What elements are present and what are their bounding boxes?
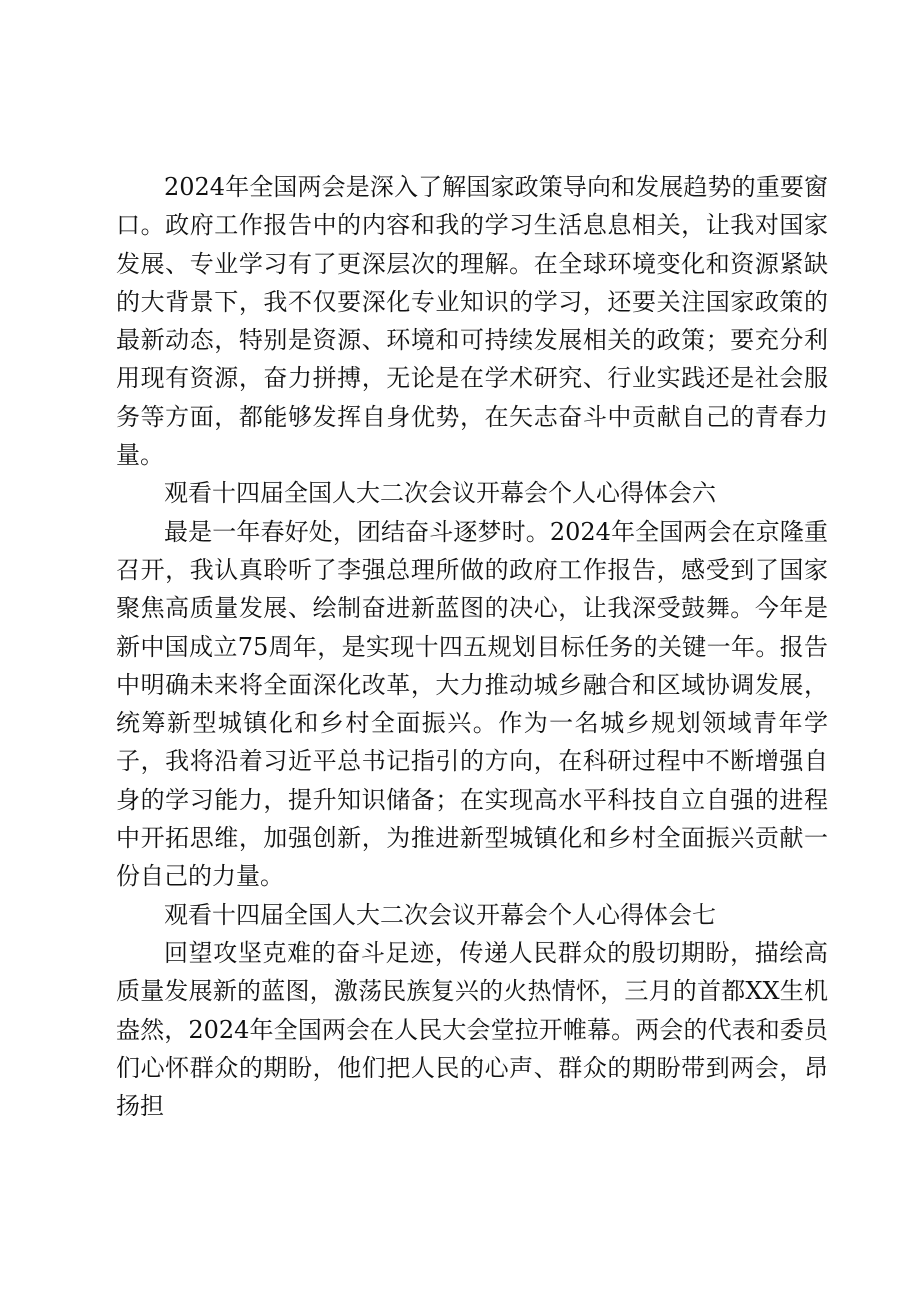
- document-body: [116, 168, 828, 1125]
- paragraph-heading-6: 观看十四届全国人大二次会议开幕会个人心得体会六: [164, 479, 716, 508]
- paragraph-heading-7: 观看十四届全国人大二次会议开幕会个人心得体会七: [164, 900, 716, 929]
- paragraph-body-1: 2024年全国两会是深入了解国家政策导向和发展趋势的重要窗口。政府工作报告中的内容和我的学习生活息息相关，让我对国家发展、专业学习有了更深层次的理解。在全球环境变化和资源紧缺的大背景下，我不仅要深化专业知识的学习，还要关注国家政策的最新动态，特别是资源、环境和可持续发展相关的政策；要充分利用现有资源，奋力拼搏，无论是在学术研究、行业实践还是社会服务等方面，都能够发挥自身优势，在矢志奋斗中贡献自己的青春力量。: [116, 173, 828, 470]
- paragraph-body-3: 回望攻坚克难的奋斗足迹，传递人民群众的殷切期盼，描绘高质量发展新的蓝图，激荡民族复兴的火热情怀，三月的首都XX生机盎然，2024年全国两会在人民大会堂拉开帷幕。两会的代表和委员们心怀群众的期盼，他们把人民的心声、群众的期盼带到两会，昂扬担: [116, 938, 828, 1121]
- paragraph-body-2: 最是一年春好处，团结奋斗逐梦时。2024年全国两会在京隆重召开，我认真聆听了李强总理所做的政府工作报告，感受到了国家聚焦高质量发展、绘制奋进新蓝图的决心，让我深受鼓舞。今年是新中国成立75周年，是实现十四五规划目标任务的关键一年。报告中明确未来将全面深化改革，大力推动城乡融合和区域协调发展，统筹新型城镇化和乡村全面振兴。作为一名城乡规划领域青年学子，我将沿着习近平总书记指引的方向，在科研过程中不断增强自身的学习能力，提升知识储备；在实现高水平科技自立自强的进程中开拓思维，加强创新，为推进新型城镇化和乡村全面振兴贡献一份自己的力量。: [116, 517, 828, 891]
